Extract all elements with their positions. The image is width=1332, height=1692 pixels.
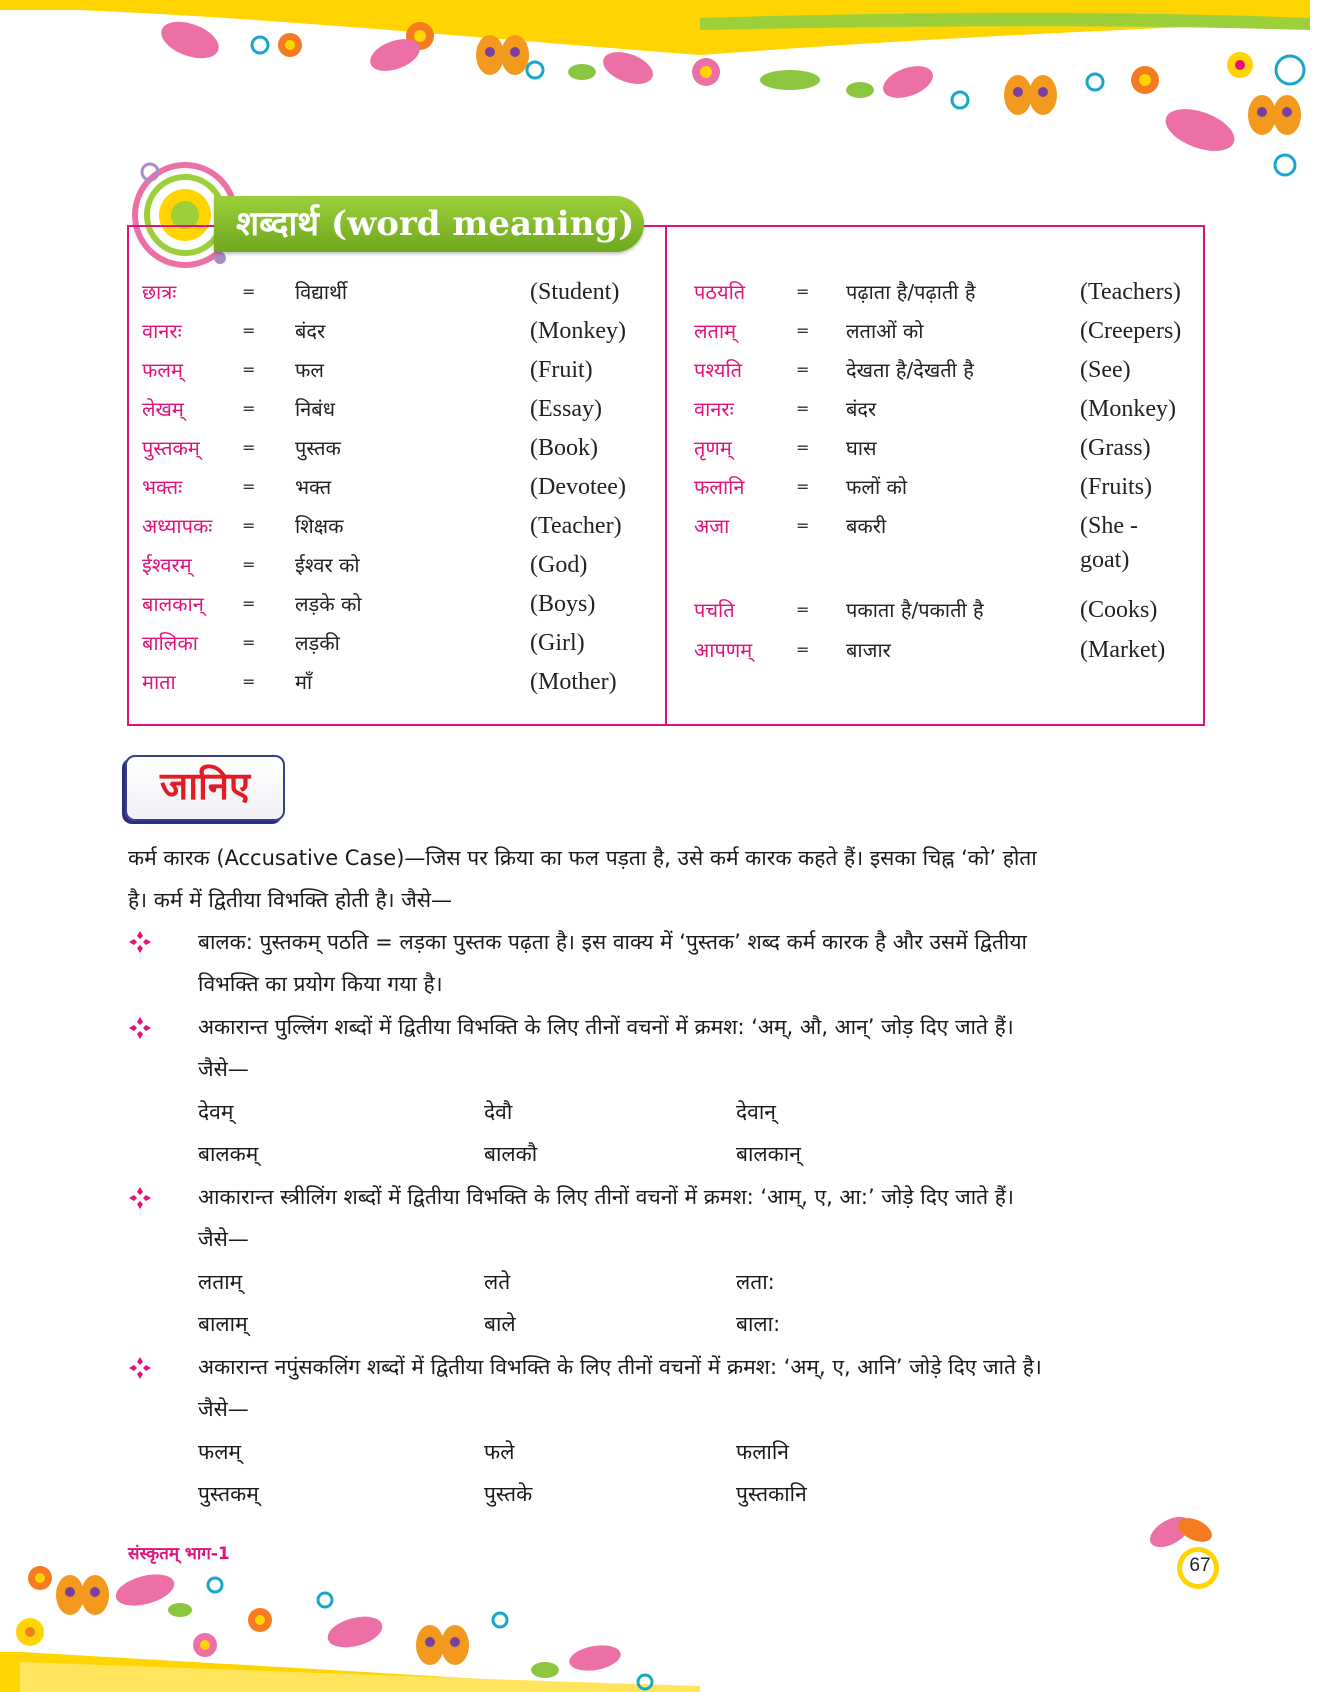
vocab-row (694, 630, 1194, 670)
hindi-meaning: पुस्तक (295, 436, 341, 460)
hindi-meaning: बकरी (846, 514, 887, 538)
declension-form: पुस्तकानि (736, 1482, 807, 1506)
butterfly-icon (1248, 95, 1301, 135)
hindi-meaning: माँ (295, 670, 313, 694)
hindi-meaning: बाजार (846, 638, 891, 662)
sanskrit-word: फलम् (142, 358, 183, 382)
sanskrit-word: पचति (694, 598, 735, 622)
sanskrit-word: लताम् (694, 319, 737, 343)
declension-form: बाले (484, 1312, 516, 1336)
declension-form: बालकान् (736, 1142, 801, 1166)
equals-sign: = (242, 672, 256, 691)
english-meaning: (Essay) (530, 396, 602, 422)
english-meaning: (Market) (1080, 637, 1166, 663)
equals-sign: = (796, 516, 810, 535)
english-meaning: (See) (1080, 357, 1131, 383)
declension-form: लता: (736, 1270, 775, 1294)
declension-form: पुस्तके (484, 1482, 533, 1506)
hindi-meaning: घास (846, 436, 877, 460)
bullet-3-line-2: जैसे— (198, 1227, 249, 1251)
butterfly-icon (476, 35, 529, 75)
english-meaning: (Monkey) (1080, 396, 1176, 422)
english-meaning: (Fruit) (530, 357, 593, 383)
page-number: 67 (1189, 1555, 1211, 1576)
declension-form: लताम् (198, 1270, 243, 1294)
vocab-row (142, 545, 662, 585)
english-meaning: (Creepers) (1080, 318, 1182, 344)
butterfly-icon (1004, 75, 1057, 115)
hindi-meaning: लताओं को (846, 319, 924, 343)
declension-form: फले (484, 1440, 515, 1464)
english-meaning: (She - goat) (1080, 513, 1138, 573)
hindi-meaning: विद्यार्थी (295, 280, 348, 304)
vocab-row (142, 428, 662, 468)
vocab-row (694, 311, 1194, 351)
sanskrit-word: फलानि (694, 475, 745, 499)
hindi-meaning: भक्त (295, 475, 332, 499)
butterfly-icon (416, 1625, 469, 1665)
heart-petal-icon (112, 1569, 622, 1675)
vocab-row (694, 389, 1194, 429)
sanskrit-word: अजा (694, 514, 730, 538)
declension-form: पुस्तकम् (198, 1482, 259, 1506)
vocab-row (142, 584, 662, 624)
diamond-bullet-icon (128, 1356, 152, 1380)
bullet-2-line-2: जैसे— (198, 1057, 249, 1081)
vocab-row (142, 389, 662, 429)
equals-sign: = (796, 438, 810, 457)
english-meaning: (Monkey) (530, 318, 626, 344)
vocab-row (142, 623, 662, 663)
declension-form: लते (484, 1270, 511, 1294)
book-title-footer: संस्कृतम् भाग-1 (128, 1544, 230, 1564)
vocab-row (694, 272, 1194, 312)
sanskrit-word: तृणम् (694, 436, 732, 460)
diamond-bullet-icon (128, 1016, 152, 1040)
diamond-bullet-icon (128, 930, 152, 954)
hindi-meaning: फलों को (846, 475, 908, 499)
vocab-row (694, 428, 1194, 468)
janiye-title: जानिए (160, 764, 250, 808)
vocab-row (694, 590, 1194, 630)
sanskrit-word: पुस्तकम् (142, 436, 200, 460)
sanskrit-word: माता (142, 670, 176, 694)
diamond-bullet-icon (128, 1186, 152, 1210)
english-meaning: (Teacher) (530, 513, 622, 539)
declension-form: देवौ (484, 1100, 513, 1124)
hindi-meaning: पढ़ाता है/पढ़ाती है (846, 280, 976, 304)
equals-sign: = (242, 516, 256, 535)
bullet-3-line-1: आकारान्त स्त्रीलिंग शब्दों में द्वितीया विभक्ति के लिए तीनों वचनों में क्रमश: ‘आम्, ए, आ:’ जोड़े दिए जाते हैं। (198, 1185, 1014, 1209)
vocab-row (694, 467, 1194, 507)
intro-line-1: कर्म कारक (Accusative Case)—जिस पर क्रिया का फल पड़ता है, उसे कर्म कारक कहते हैं। इसका चिह्न ‘को’ होता (128, 846, 1037, 870)
english-meaning: (Book) (530, 435, 598, 461)
equals-sign: = (242, 555, 256, 574)
english-meaning: (Girl) (530, 630, 585, 656)
equals-sign: = (796, 321, 810, 340)
sanskrit-word: बालिका (142, 631, 198, 655)
hindi-meaning: ईश्वर को (295, 553, 360, 577)
hindi-meaning: फल (295, 358, 324, 382)
bullet-1-line-1: बालक: पुस्तकम् पठति = लड़का पुस्तक पढ़ता है। इस वाक्य में ‘पुस्तक’ शब्द कर्म कारक है और उसमें द्वितीया (198, 930, 1027, 954)
sanskrit-word: लेखम् (142, 397, 184, 421)
declension-form: बालाम् (198, 1312, 248, 1336)
english-meaning: (Student) (530, 279, 620, 305)
equals-sign: = (242, 438, 256, 457)
equals-sign: = (242, 477, 256, 496)
declension-form: बालकम् (198, 1142, 259, 1166)
equals-sign: = (796, 360, 810, 379)
english-meaning: (Cooks) (1080, 597, 1158, 623)
vocab-column-divider (665, 225, 667, 726)
bullet-1-line-2: विभक्ति का प्रयोग किया गया है। (198, 972, 443, 996)
vocab-row (142, 272, 662, 312)
sanskrit-word: आपणम् (694, 638, 753, 662)
equals-sign: = (796, 282, 810, 301)
vocab-row (694, 506, 1194, 576)
english-meaning: (Fruits) (1080, 474, 1152, 500)
equals-sign: = (796, 477, 810, 496)
equals-sign: = (796, 399, 810, 418)
bottom-decorative-border (0, 1560, 1332, 1692)
english-meaning: (Mother) (530, 669, 617, 695)
declension-form: बाला: (736, 1312, 781, 1336)
hindi-meaning: लड़की (295, 631, 340, 655)
equals-sign: = (242, 321, 256, 340)
sanskrit-word: ईश्वरम् (142, 553, 192, 577)
butterfly-icon (56, 1575, 109, 1615)
declension-form: बालकौ (484, 1142, 538, 1166)
bullet-4-line-1: अकारान्त नपुंसकलिंग शब्दों में द्वितीया विभक्ति के लिए तीनों वचनों में क्रमश: ‘अम्, ए, आनि’ जोड़े दिए जाते है। (198, 1355, 1042, 1379)
equals-sign: = (242, 399, 256, 418)
english-meaning: (Grass) (1080, 435, 1151, 461)
hindi-meaning: पकाता है/पकाती है (846, 598, 984, 622)
hindi-meaning: देखता है/देखती है (846, 358, 974, 382)
vocab-row (142, 311, 662, 351)
equals-sign: = (796, 640, 810, 659)
vocab-row (142, 506, 662, 546)
equals-sign: = (796, 600, 810, 619)
intro-line-2: है। कर्म में द्वितीया विभक्ति होती है। जैसे— (128, 888, 453, 912)
equals-sign: = (242, 633, 256, 652)
sanskrit-word: अध्यापकः (142, 514, 213, 538)
vocab-heading: शब्दार्थ (word meaning) (214, 196, 644, 252)
hindi-meaning: बंदर (295, 319, 326, 343)
equals-sign: = (242, 360, 256, 379)
bullet-4-line-2: जैसे— (198, 1397, 249, 1421)
sanskrit-word: पठयति (694, 280, 746, 304)
hindi-meaning: शिक्षक (295, 514, 344, 538)
english-meaning: (Teachers) (1080, 279, 1181, 305)
declension-form: देवान् (736, 1100, 776, 1124)
declension-form: देवम् (198, 1100, 234, 1124)
sanskrit-word: भक्तः (142, 475, 183, 499)
sanskrit-word: वानरः (694, 397, 734, 421)
declension-form: फलम् (198, 1440, 241, 1464)
equals-sign: = (242, 594, 256, 613)
english-meaning: (Devotee) (530, 474, 626, 500)
hindi-meaning: निबंध (295, 397, 335, 421)
vocab-row (142, 662, 662, 702)
english-meaning: (God) (530, 552, 588, 578)
bullet-2-line-1: अकारान्त पुल्लिंग शब्दों में द्वितीया विभक्ति के लिए तीनों वचनों में क्रमश: ‘अम्, औ, आन्’ जोड़ दिए जाते हैं। (198, 1015, 1014, 1039)
english-meaning: (Boys) (530, 591, 596, 617)
equals-sign: = (242, 282, 256, 301)
vocab-row (694, 350, 1194, 390)
hindi-meaning: बंदर (846, 397, 877, 421)
sanskrit-word: छात्रः (142, 280, 177, 304)
declension-form: फलानि (736, 1440, 789, 1464)
sanskrit-word: बालकान् (142, 592, 204, 616)
vocab-row (142, 467, 662, 507)
sanskrit-word: वानरः (142, 319, 182, 343)
vocab-row (142, 350, 662, 390)
sanskrit-word: पश्यति (694, 358, 743, 382)
hindi-meaning: लड़के को (295, 592, 362, 616)
